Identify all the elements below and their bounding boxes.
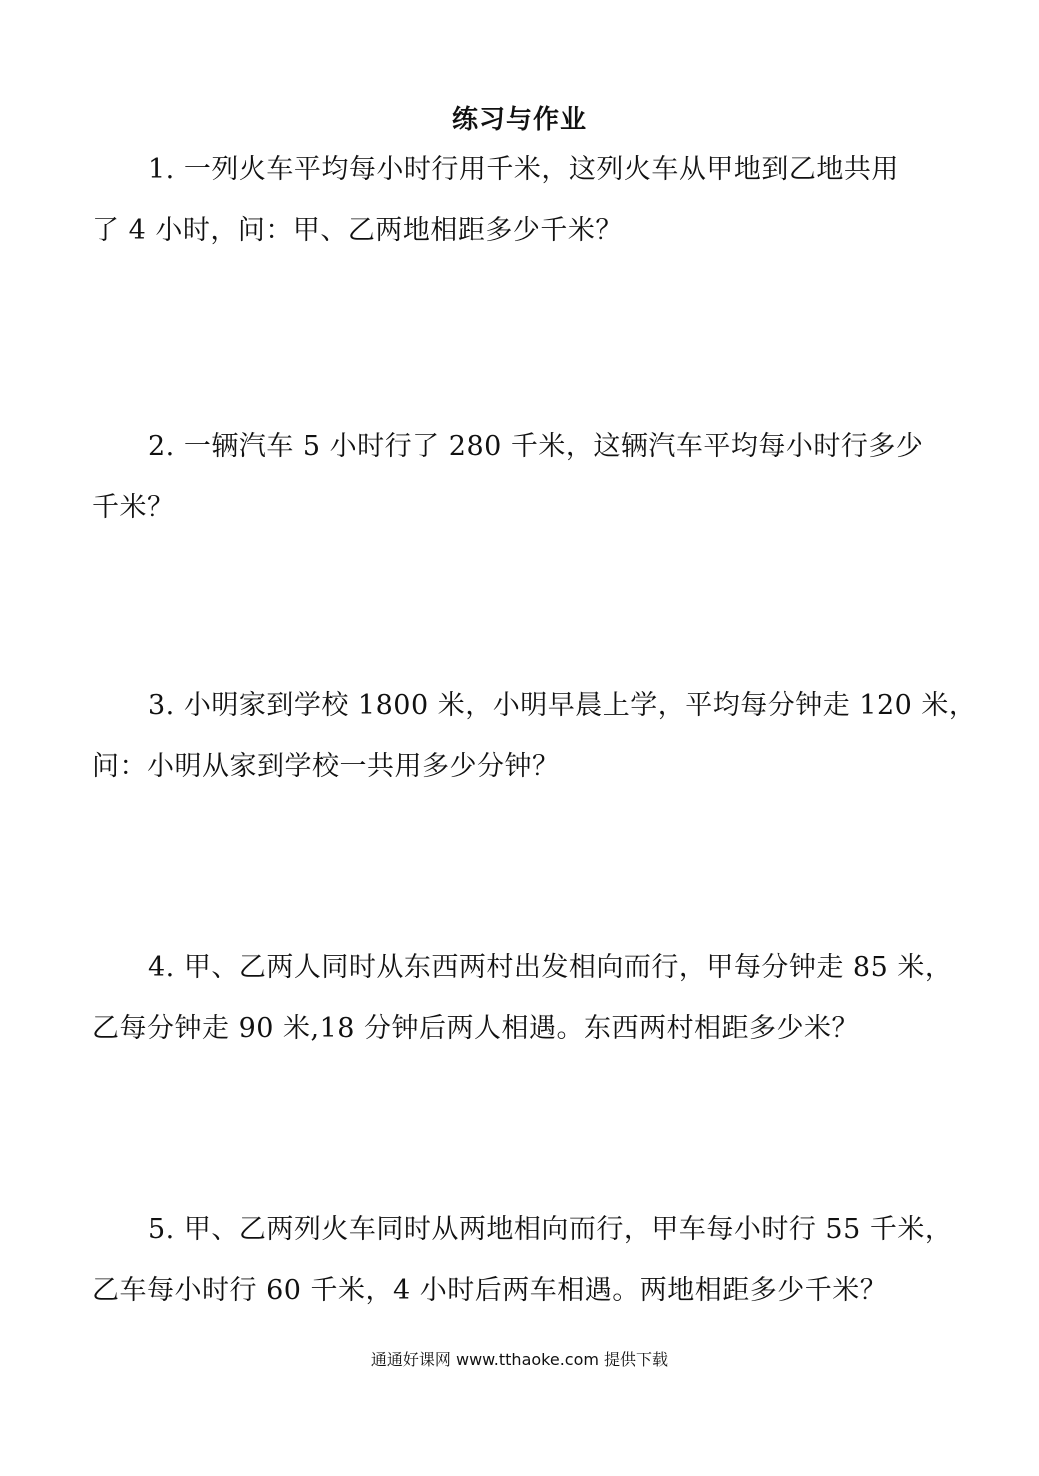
problem-line: 5. 甲、乙两列火车同时从两地相向而行，甲车每小时行 55 千米， xyxy=(148,1214,953,1245)
problem-line: 千米？ xyxy=(92,492,175,523)
problem-line: 3. 小明家到学校 1800 米，小明早晨上学，平均每分钟走 120 米， xyxy=(148,690,977,721)
problem-line: 乙车每小时行 60 千米，4 小时后两车相遇。两地相距多少千米？ xyxy=(92,1275,888,1306)
problem-line: 1. 一列火车平均每小时行用千米，这列火车从甲地到乙地共用 xyxy=(148,154,899,185)
problem-line: 2. 一辆汽车 5 小时行了 280 千米，这辆汽车平均每小时行多少 xyxy=(148,431,924,462)
page-title: 练习与作业 xyxy=(451,105,587,135)
problem-line: 了 4 小时，问：甲、乙两地相距多少千米？ xyxy=(92,215,623,246)
problem-line: 乙每分钟走 90 米,18 分钟后两人相遇。东西两村相距多少米？ xyxy=(92,1013,860,1044)
problem-line: 4. 甲、乙两人同时从东西两村出发相向而行，甲每分钟走 85 米， xyxy=(148,952,953,983)
problem-line: 问：小明从家到学校一共用多少分钟？ xyxy=(92,751,560,782)
footer-credit: 通通好课网 www.tthaoke.com 提供下载 xyxy=(370,1350,669,1369)
